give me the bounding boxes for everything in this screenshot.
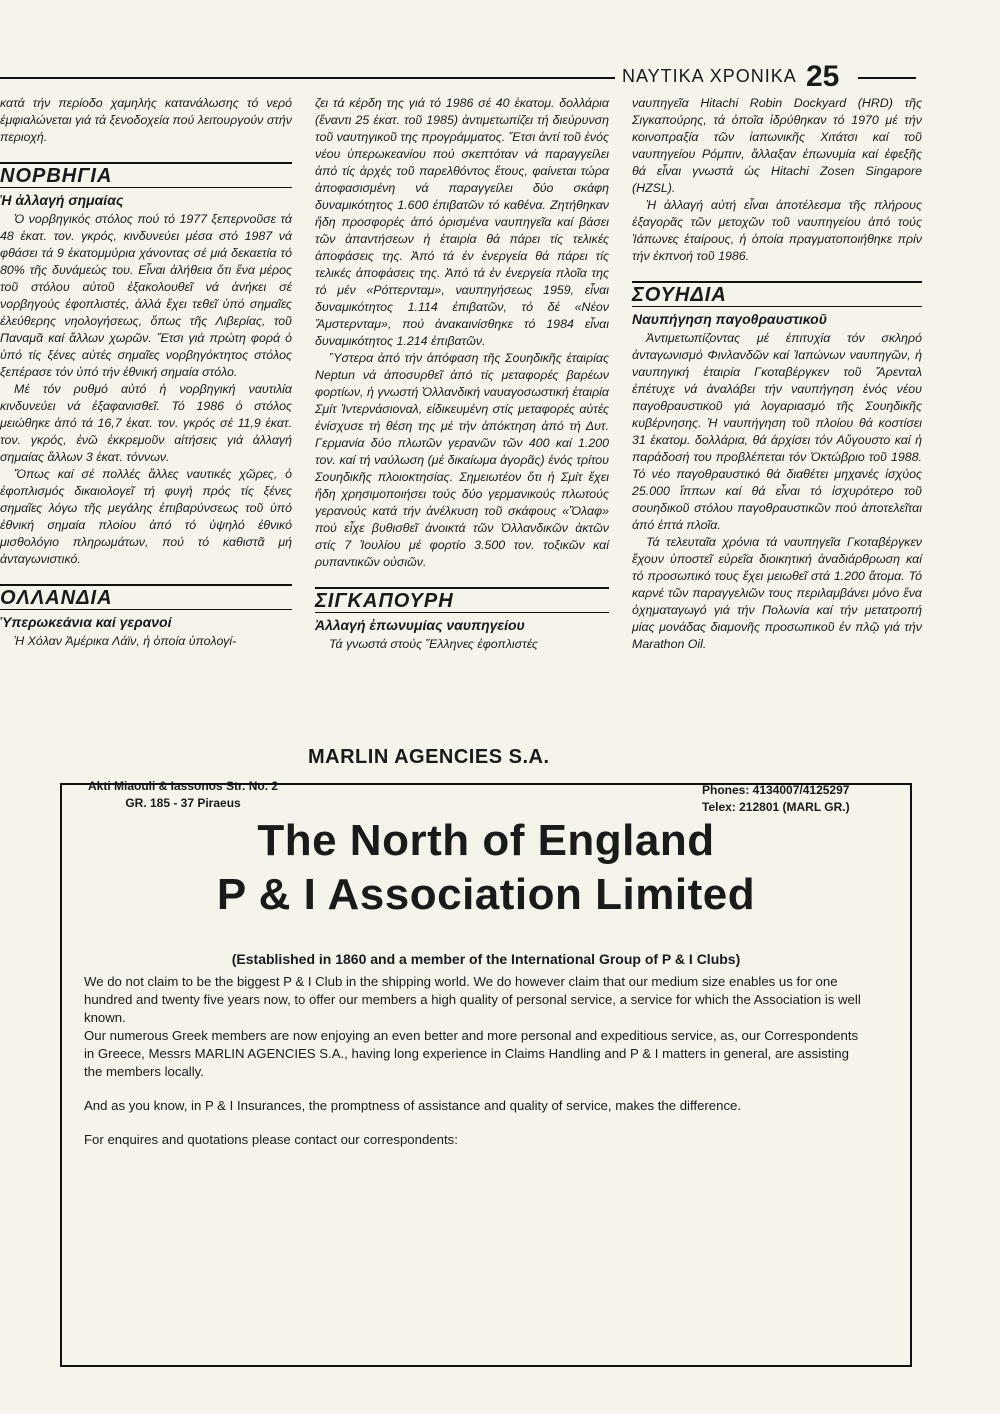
section-rule — [0, 609, 292, 610]
paragraph: Τά γνωστά στούς Ἕλληνες ἐφοπλιστές — [329, 637, 538, 651]
ad-body — [84, 973, 864, 1149]
paragraph: ζει τά κέρδη της γιά τό 1986 σέ 40 ἑκατομ. δολλάρια (ἔναντι 25 ἑκατ. τοῦ 1985) ἀντιμετωπίζει τή διεύρυνση τοῦ ναυτηγικοῦ της προγράμματος. Ἔτσι ἀντί τοῦ ἑνός νέου ὑπερωκεανίου πού σκεπτόταν νά παραγγείλει ἀπό τίς ἀρχές τοῦ παρελθόντος ἔτους, φαίνεται τώρα ἀποφασισμένη νά παραγγείλει δύο σκάφη δυναμικότητος 1.600 ἐπιβατῶν τό καθένα. Ζητήθηκαν ἤδη προσφορές ἀπό ὁρισμένα ναυπηγεῖα καί βάσει τῶν ἀπαντήσεων ἡ ἑταιρία θά πάρει τίς τελικές ἀποφάσεις της. Ἀπό τά ἐν ἐνεργεία θά πάρει τίς τελικές ἀποφάσεις της. Ἀπό τά ἐν ἐνεργεία πλοῖα της τό μέν «Ρόττερνταμ», ναυπηγήσεως 1959, εἶναι δυναμικότητος 1.114 ἐπιβατῶν, τό δέ «Νέον Ἄμστερνταμ», πού ἀνακαινίσθηκε τό 1984 εἶναι δυναμικότητος 1.214 ἐπιβατῶν. — [315, 96, 609, 348]
advertisement-box — [60, 783, 912, 1367]
section-rule — [0, 187, 292, 188]
section-subtitle: Ὑπερωκεάνια καί γερανοί — [0, 614, 172, 630]
section-rule — [315, 612, 609, 613]
ad-title-line-2: P & I Association Limited — [216, 870, 756, 919]
agent-contacts — [702, 782, 850, 816]
paragraph: Ὁ νορβηγικός στόλος πού τό 1977 ξεπερνοῦσε τά 48 ἑκατ. τον. γκρός, κινδυνεύει μέσα στό 1987 νά φθάσει τά 9 ἑκατομμύρια χάνοντας σέ μιά δεκαετία τό 80% τῆς δυνάμεώς του. Εἶναι ἀλήθεια ὅτι ἕνα μέρος τοῦ στόλου αὐτοῦ ἐξακολουθεῖ νά ἀνήκει σέ νορβηγούς ἐφοπλιστές, ἀλλά ἔχει τεθεῖ ὑπό σημαῖες ἐλεύθερης νηολογήσεως, ὅπως τῆς Λιβερίας, τοῦ Παναμᾶ καί ἄλλων χωρῶν. Ἔτσι γιά πρώτη φορά ὁ ὑπό τίς ξένες αὐτές σημαῖες νορβηγόκτητος στόλος ξεπέρασε τόν ὑπό τήν ἐθνική σημαία στόλο. — [0, 212, 292, 379]
paragraph: Ἡ ἀλλαγή αὐτή εἶναι ἀποτέλεσμα τῆς πλήρους ἐξαγορᾶς τῶν μετοχῶν τοῦ ναυπηγείου ἀπό τούς Ἰάπωνες ἑταίρους, ἡ ὁποία πραγματοποιήθηκε πρίν τήν ἐκπνοή τοῦ 1986. — [632, 198, 922, 263]
section-subtitle: Ἡ ἀλλαγή σημαίας — [0, 192, 124, 208]
section-title-singapore: ΣΙΓΚΑΠΟΥΡΗ — [315, 590, 454, 612]
telex-number: Telex: 212801 (MARL GR.) — [702, 800, 850, 814]
paragraph: Ὅπως καί σέ πολλές ἄλλες ναυτικές χῶρες, ὁ ἐφοπλισμός δικαιολογεῖ τή φυγή πρός τίς ξένες σημαῖες λόγω τῆς μεγάλης ἐπιβαρύνσεως τοῦ ὑπό ἐθνική σημαία πλοίου ἀπό τό ὑψηλό ἐθνικό μισθολόγιο πληρωμάτων, πού τό καθιστᾶ μή ἀνταγωνιστικό. — [0, 467, 292, 566]
paragraph: κατά τήν περίοδο χαμηλής κατανάλωσης τό νερό έμφιαλώνεται γιά τά ξενοδοχεία πού λειτουργούν στήν περιοχή. — [0, 96, 292, 144]
section-title-netherlands: ΟΛΛΑΝΔΙΑ — [0, 587, 113, 609]
ad-subtitle: (Established in 1860 and a member of the International Group of P & I Clubs) — [231, 951, 741, 967]
column-2 — [315, 95, 609, 653]
ad-paragraph: We do not claim to be the biggest P & I Club in the shipping world. We do however claim that our medium size enables us for one hundred and twenty five years now, to offer our members a high quality of personal service, a service for which the Association is well known. — [84, 974, 861, 1025]
section-rule — [0, 162, 292, 164]
paragraph: Μέ τόν ρυθμό αὐτό ἡ νορβηγική ναυτιλία κινδυνεύει νά ἐξαφανισθεῖ. Τό 1986 ὁ στόλος μειώθηκε ἀπό τά 16,7 ἑκατ. τον. γκρός σέ 11,9 ἑκατ. τον. γκρός, ἐνῶ ἐκκρεμοῦν αἰτήσεις γιά ἀλλαγή σημαίας ἄλλων 3 ἑκατ. τόννων. — [0, 382, 292, 464]
section-rule — [632, 306, 922, 307]
header-rule-left — [0, 77, 615, 79]
ad-title-line-1: The North of England — [257, 816, 715, 865]
paragraph: Ἀντιμετωπίζοντας μέ ἐπιτυχία τόν σκληρό ἀνταγωνισμό Φινλανδῶν καί Ἰαπώνων ναυπηγῶν, ἡ ναυπηγική ἑταιρία Γκοταβέργκεν τοῦ Ἄρενταλ ἐπέτυχε νά ἀναλάβει τήν ναυπήγηση ἑνός νέου παγοθραυστικοῦ γιά λογαριασμό τῆς Σουηδικῆς κυβέρνησης. Ἡ ναυπήγηση τοῦ πλοίου θά κοστίσει 31 ἑκατομ. δολλάρια, θά ἀρχίσει τόν Αὔγουστο καί ἡ παράδοσή του προβλέπεται τόν Ὀκτώβριο τοῦ 1988. Τό νέο παγοθραυστικό θά διαθέτει μηχανές ἰσχύος 25.000 ἵππων καί θά εἶναι τό ἰσχυρότερο τοῦ σουηδικοῦ στόλου παγοθραυστικῶν πού ἀποτελεῖται ἀπό ἑπτά πλοῖα. — [632, 331, 922, 532]
agent-address — [88, 778, 278, 812]
section-rule — [0, 584, 292, 586]
section-rule — [315, 587, 609, 589]
section-subtitle: Ναυπήγηση παγοθραυστικοῦ — [632, 311, 828, 327]
column-3 — [632, 95, 922, 653]
ad-paragraph: And as you know, in P & I Insurances, the promptness of assistance and quality of service, makes the difference. — [84, 1098, 742, 1113]
address-line: GR. 185 - 37 Piraeus — [125, 796, 241, 810]
agent-name: MARLIN AGENCIES S.A. — [308, 746, 550, 768]
column-1 — [0, 95, 292, 650]
section-title-sweden: ΣΟΥΗΔΙΑ — [632, 284, 727, 306]
paragraph: Τά τελευταῖα χρόνια τά ναυπηγεῖα Γκοταβέργκεν ἔχουν ὑποστεῖ εὐρεῖα διοικητική ἀναδιάρθρωση καί τό προσωπικό τους ἔχει μειωθεῖ στά 1.200 ἄτομα. Τό καρνέ τῶν παραγγελιῶν τους περιλαμβάνει μόνο ἕνα ὀχηματαγωγό γιά τήν Πολωνία καί τήν μετατροπή μίας μονάδας διαμονῆς προσωπικοῦ ἐν πλῷ γιά τήν Marathon Oil. — [632, 535, 922, 651]
section-rule — [632, 281, 922, 283]
section-title-norway: ΝΟΡΒΗΓΙΑ — [0, 165, 113, 187]
address-line: Akti Miaouli & Iassonos Str. No. 2 — [88, 779, 279, 793]
header-rule-right — [858, 77, 916, 79]
ad-paragraph: Our numerous Greek members are now enjoying an even better and more personal and expeditious service, as, our Correspondents in Greece, Messrs MARLIN AGENCIES S.A., having long experience in Claims Handling and P & I matters in general, are assisting the members locally. — [84, 1028, 859, 1079]
ad-paragraph: For enquires and quotations please contact our correspondents: — [84, 1132, 458, 1147]
phone-numbers: Phones: 4134007/4125297 — [702, 783, 850, 797]
paragraph: ναυπηγεῖα Hitachi Robin Dockyard (HRD) τῆς Σιγκαπούρης, τά ὁποῖα ἱδρύθηκαν τό 1970 μέ τήν κοινοπραξία τῶν ἰαπωνικῆς Χιτάτσι καί τοῦ ναυπηγείου Ρόμπιν, ἄλλαξαν ἐπωνυμία καί ἐφεξῆς θά εἶναι γνωστά ὡς Hitachi Zosen Singapore (HZSL). — [632, 96, 922, 195]
paragraph: Ἡ Χόλαν Ἀμέρικα Λάϊν, ἡ ὁποία ὑπολογί- — [14, 634, 237, 648]
section-subtitle: Ἀλλαγή ἐπωνυμίας ναυπηγείου — [315, 617, 525, 633]
publication-name: ΝΑΥΤΙΚΑ ΧΡΟΝΙΚΑ — [622, 66, 797, 86]
paragraph: Ὕστερα ἀπό τήν ἀπόφαση τῆς Σουηδικῆς ἑταιρίας Neptun νά ἀποσυρθεῖ ἀπό τίς μεταφορές βαρέων φορτίων, ἡ γνωστή Ὀλλανδική ναυαγοσωστική ἑταιρία Σμίτ Ἰντερνάσιοναλ, εἰδικευμένη στίς μεταφορές αὐτές ἐνίσχυσε τή θέση της μέ τήν ἀπόκτηση ἀπό τή Δυτ. Γερμανία δύο πλωτῶν γερανῶν τῶν 400 καί 1.200 τον. καί τή ναύλωση (μέ δικαίωμα ἀγορᾶς) ἑνός τρίτου Σουηδικῆς πλοιοκτησίας. Σημειωτέον ὅτι ἡ Σμίτ ἔχει ἤδη χρησιμοποιήσει τούς δύο γερμανικούς πλωτούς γερανούς κατά τήν ἀνέλκυση τοῦ σκάφους «Ὄλαφ» πού εἶχε βυθισθεῖ ἀνοικτά τῶν Ὀλλανδικῶν ἀκτῶν στίς 7 Ἰουλίου μέ φορτίο 3.500 τον. τοξικῶν καί ρυπαντικῶν οὐσιῶν. — [315, 351, 609, 569]
page-number: 25 — [806, 60, 840, 93]
